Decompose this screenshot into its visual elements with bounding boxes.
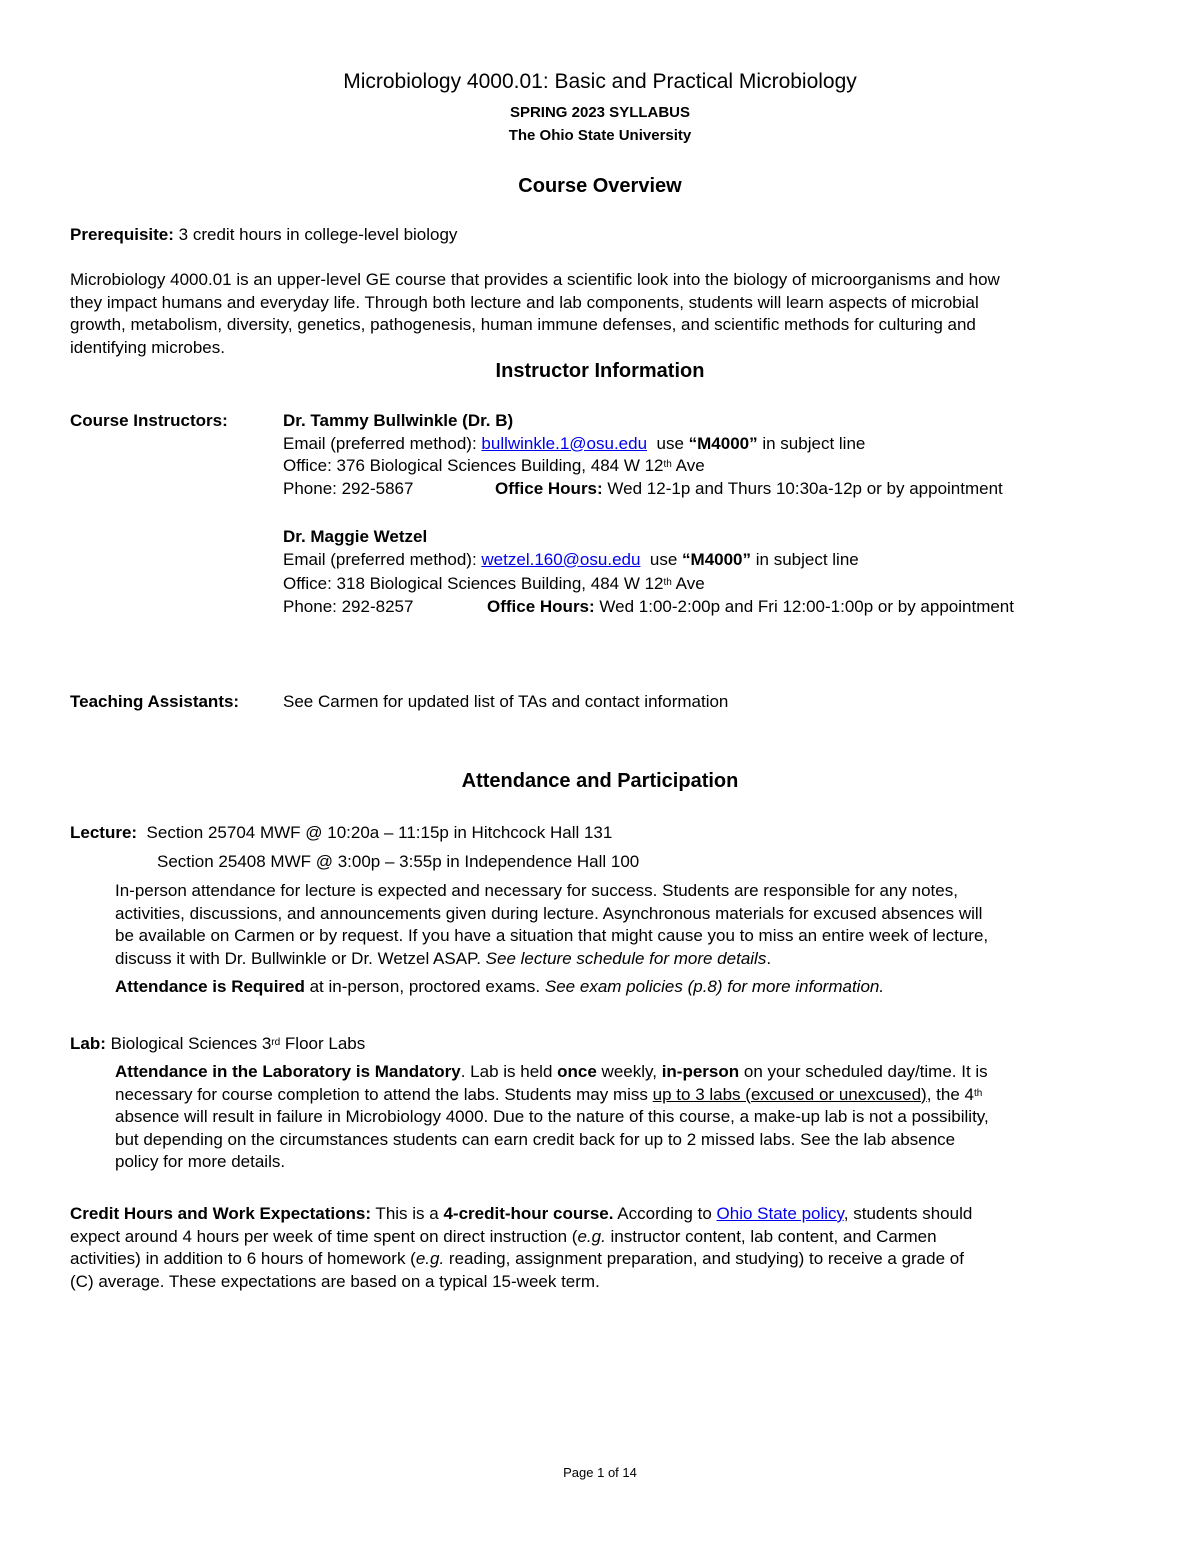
teaching-assistants-label: Teaching Assistants:	[70, 692, 240, 711]
section-heading-instructor-information: Instructor Information	[495, 360, 705, 382]
prerequisite-line	[70, 224, 457, 247]
office-hours-value: Wed 12-1p and Thurs 10:30a-12p or by appointment	[607, 478, 1003, 498]
lab-label: Lab:	[70, 1034, 106, 1053]
description-line: they impact humans and everyday life. Through both lecture and lab components, students will learn aspects of microbial	[70, 292, 979, 312]
section-heading-attendance: Attendance and Participation	[461, 770, 739, 792]
section-heading-course-overview: Course Overview	[518, 175, 682, 197]
description-line: Microbiology 4000.01 is an upper-level GE course that provides a scientific look into the biology of microorganisms and how	[70, 270, 1000, 289]
description-line: growth, metabolism, diversity, genetics, pathogenesis, human immune defenses, and scientific methods for culturing and	[70, 315, 976, 334]
teaching-assistants-value: See Carmen for updated list of TAs and contact information	[283, 692, 729, 711]
instructor-email-line: Email (preferred method): wetzel.160@osu.edu use “M4000” in subject line	[283, 549, 859, 569]
description-line: identifying microbes.	[70, 337, 225, 357]
instructor-office-line: Office: 376 Biological Sciences Building, 484 W 12th Ave	[283, 456, 705, 475]
instructor-block-bullwinkle	[283, 410, 1003, 500]
prerequisite-value: 3 credit hours in college-level biology	[178, 225, 458, 244]
page-number: Page 1 of 14	[563, 1465, 637, 1480]
prerequisite-label: Prerequisite:	[70, 225, 174, 244]
instructor-phone: Phone: 292-8257	[283, 596, 414, 616]
course-description	[70, 269, 1000, 359]
lecture-line-1	[70, 822, 612, 845]
instructor-phone-line	[283, 478, 1003, 501]
lecture-section: Section 25408 MWF @ 3:00p – 3:55p in Independence Hall 100	[157, 852, 640, 871]
credit-hours-label: Credit Hours and Work Expectations:	[70, 1204, 372, 1223]
instructor-phone: Phone: 292-5867	[283, 478, 414, 498]
lab-attendance-paragraph: Attendance in the Laboratory is Mandatory. Lab is held once weekly, in-person on your scheduled day/time. It is necessary for course completion to attend the labs. Students may miss up to 3 labs (excused or unexcused), the 4th absence will result in failure in Microbiology 4000. Due to the nature of this course, a make-up lab is not a possibility, but depending on the circumstances students can earn credit back for up to 2 missed labs. See the lab absence policy for more details.	[115, 1062, 989, 1171]
lecture-attendance-paragraph: In-person attendance for lecture is expected and necessary for success. Students are responsible for any notes, activities, discussions, and announcements given during lecture. Asynchronous materials for excused absences will be available on Carmen or by request. If you have a situation that might cause you to miss an entire week of lecture, discuss it with Dr. Bullwinkle or Dr. Wetzel ASAP. See lecture schedule for more details.	[115, 881, 989, 968]
instructor-phone-line	[283, 596, 1014, 619]
instructor-name: Dr. Tammy Bullwinkle (Dr. B)	[283, 411, 514, 430]
office-hours-label: Office Hours:	[495, 478, 603, 498]
lecture-section: Section 25704 MWF @ 10:20a – 11:15p in Hitchcock Hall 131	[146, 823, 613, 842]
lab-location-line: Lab: Biological Sciences 3rd Floor Labs	[70, 1034, 366, 1053]
lecture-label: Lecture:	[70, 823, 138, 842]
term-subtitle: SPRING 2023 SYLLABUS	[509, 104, 691, 121]
instructor-block-wetzel	[283, 526, 1014, 618]
office-hours-value: Wed 1:00-2:00p and Fri 12:00-1:00p or by appointment	[599, 596, 1014, 616]
course-instructors-label: Course Instructors:	[70, 411, 228, 430]
instructor-email-line: Email (preferred method): bullwinkle.1@osu.edu use “M4000” in subject line	[283, 433, 866, 453]
instructor-name: Dr. Maggie Wetzel	[283, 527, 428, 546]
document-title: Microbiology 4000.01: Basic and Practical Microbiology	[343, 70, 857, 93]
office-hours-label: Office Hours:	[487, 596, 595, 616]
instructor-email-link[interactable]: bullwinkle.1@osu.edu	[481, 433, 648, 453]
exam-attendance-line: Attendance is Required at in-person, proctored exams. See exam policies (p.8) for more information.	[115, 977, 885, 996]
ohio-state-policy-link[interactable]: Ohio State policy	[716, 1204, 844, 1223]
university-subtitle: The Ohio State University	[508, 127, 692, 144]
instructor-email-link[interactable]: wetzel.160@osu.edu	[481, 549, 641, 569]
credit-hours-paragraph: Credit Hours and Work Expectations: This is a 4-credit-hour course. According to Ohio State policy, students should expect around 4 hours per week of time spent on direct instruction (e.g. instructor content, lab content, and Carmen activities) in addition to 6 hours of homework (e.g. reading, assignment preparation, and studying) to receive a grade of (C) average. These expectations are based on a typical 15-week term.	[70, 1204, 973, 1291]
teaching-assistants-line	[70, 691, 728, 714]
instructor-office-line: Office: 318 Biological Sciences Building, 484 W 12th Ave	[283, 574, 705, 593]
